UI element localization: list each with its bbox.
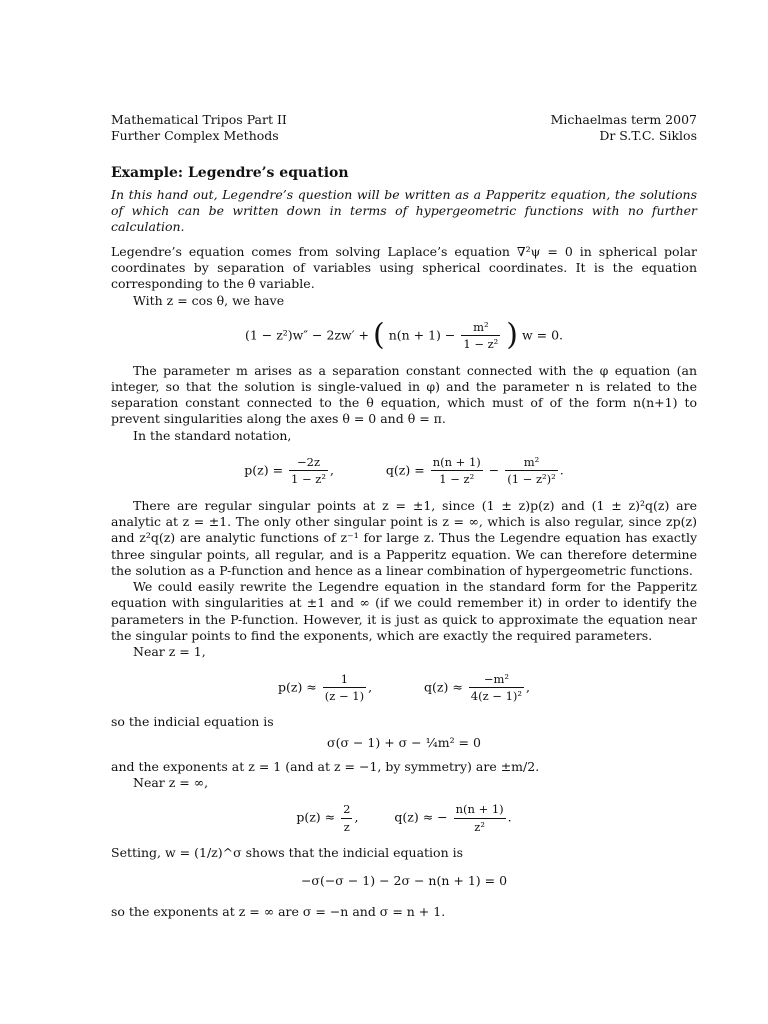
paragraph-5: There are regular singular points at z = ±1, since (1 ± z)p(z) and (1 ± z)²q(z) are analytic at z = ±1. The only other singular point is z = ∞, which is also regular, since zp(z) and z²q(z) are analytic functions of z⁻¹ for large z. Thus the Legendre equation has exactly three singular points, all regular, and is a Papperitz equation. We can therefore determine the solution as a P-function and hence as a linear combination of hypergeometric functions. [111,497,697,578]
eq2-pnum: −2z [289,454,328,471]
abstract: In this hand out, Legendre’s question will be written as a Papperitz equation, the solutions of which can be written down in terms of hypergeometric functions with no further calculation. [111,186,697,235]
paragraph-2: With z = cos θ, we have [133,292,285,308]
paragraph-8: so the indicial equation is [111,714,274,730]
eq2-q: q(z) = [385,462,425,478]
course-title: Mathematical Tripos Part II [111,112,287,127]
course-subtitle: Further Complex Methods [111,128,279,144]
eq2-pden: 1 − z² [291,472,326,487]
paragraph-11: Setting, w = (1/z)^σ shows that the indicial equation is [111,844,464,860]
paragraph-3: The parameter m arises as a separation constant connected with the φ equation (an integer, so that the solution is single-valued in φ) and the parameter n is related to the separation constant connected to the θ equation, which must of of the form n(n+1) to prevent singularities along the axes θ = 0 and θ = π. [111,362,697,427]
equation-near-infinity: p(z) ≈ $\frac{2}{z}$ , q(z) ≈ − $\frac{n(n + 1)}{\text{z²}}$ . [296,802,512,834]
eq2-qnum1: n(n + 1) [431,454,483,471]
paragraph-10: Near z = ∞, [133,775,209,791]
header-right [551,112,697,145]
eq3-pnum: 1 [323,671,366,688]
equation-near-one: p(z) ≈ $\frac{1}{(z - 1)}$ , q(z) ≈ $\frac{\text{−m²}}{\text{4(z − 1)²}}$ , [277,671,530,703]
paragraph-9: and the exponents at z = 1 (and at z = −1, by symmetry) are ±m/2. [111,758,540,774]
eq3-qden: 4(z − 1)² [470,688,523,703]
equation-legendre [111,319,697,353]
eq1-den: 1 − z² [463,337,499,352]
eq5-pnum: 2 [341,801,352,818]
author: Dr S.T.C. Siklos [599,128,697,144]
eq1-left: (1 − z²)w″ − 2zw′ + [244,327,369,343]
eq2-p-fraction [289,454,328,488]
equation-indicial-2: −σ(−σ − 1) − 2σ − n(n + 1) = 0 [300,873,508,889]
paragraph-12: so the exponents at z = ∞ are σ = −n and σ = n + 1. [111,903,446,919]
eq5-qnum: n(n + 1) [454,801,506,818]
eq5-qden: z² [474,819,485,834]
header-left [111,112,287,145]
header [111,112,697,145]
eq5-p-fraction [341,801,352,835]
eq5-pden: z [343,819,350,834]
eq2-qden2: (1 − z²)² [507,472,556,487]
eq3-p-fraction [323,671,366,705]
eq3-qnum: −m² [469,671,524,688]
eq1-right-paren: ) [506,317,518,353]
eq2-q-fraction-1 [431,454,483,488]
eq3-q-fraction [469,671,524,705]
equation-indicial-1: σ(σ − 1) + σ − ¼m² = 0 [327,734,481,750]
document-page [111,112,697,920]
paragraph-7: Near z = 1, [133,644,206,660]
equation-standard-notation: p(z) = $\frac{-2z}{\text{1 − z²}}$ , q(z) = $\frac{n(n + 1)}{\text{1 − z²}}$ − $\frac{\text{m²}}{\text{(1 − z²)²}}$ . [244,455,564,487]
eq2-q-fraction-2 [505,454,558,488]
eq5-q-fraction [454,801,506,835]
eq1-num: m² [461,319,500,336]
eq2-minus: − [488,462,500,478]
paragraph-1: Legendre’s equation comes from solving Laplace’s equation ∇²ψ = 0 in spherical polar coordinates by separation of variables using spherical coordinates. It is the equation corresponding to the θ variable. [111,243,697,292]
term: Michaelmas term 2007 [550,112,697,127]
paragraph-4: In the standard notation, [133,427,292,443]
eq2-qnum2: m² [505,454,558,471]
eq1-right: w = 0. [521,327,564,343]
eq2-p: p(z) = [244,462,284,478]
eq5-p: p(z) ≈ [296,809,336,825]
eq5-q: q(z) ≈ − [394,809,448,825]
eq3-q: q(z) ≈ [424,678,463,694]
eq1-inner: n(n + 1) − [388,327,456,343]
eq3-pden: (z − 1) [324,688,365,703]
section-title: Example: Legendre’s equation [111,164,349,181]
eq1-fraction [461,319,500,353]
paragraph-6: We could easily rewrite the Legendre equation in the standard form for the Papperitz equation with singularities at ±1 and ∞ (if we could remember it) in order to identify the parameters in the P-function. However, it is just as quick to approximate the equation near the singular points to find the exponents, which are exactly the required parameters. [111,579,697,644]
eq2-qden1: 1 − z² [439,472,475,487]
eq3-p: p(z) ≈ [277,678,317,694]
eq1-left-paren: ( [372,317,385,353]
